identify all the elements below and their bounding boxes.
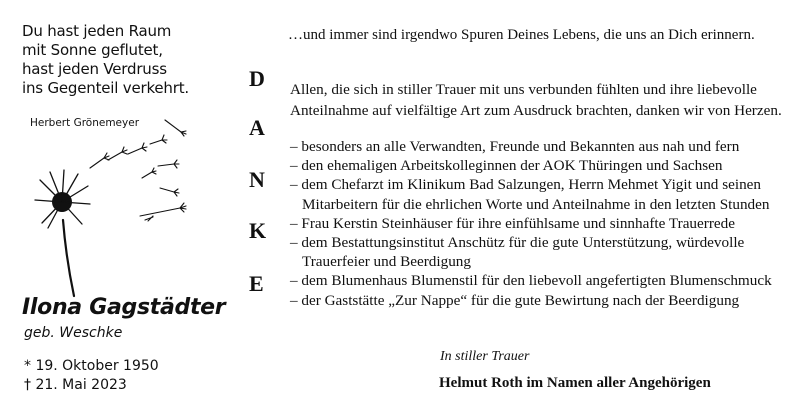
- list-item: Mitarbeitern für die ehrlichen Worte und Anteilnahme in den letzten Stunden: [302, 195, 770, 213]
- poem-line: Du hast jeden Raum: [22, 22, 172, 40]
- poem-author: Herbert Grönemeyer: [30, 117, 140, 129]
- poem-line: mit Sonne geflutet,: [22, 41, 163, 59]
- poem: [22, 22, 189, 98]
- thanks-paragraph: [290, 80, 782, 121]
- danke-letter: N: [249, 167, 265, 192]
- intro-line: …und immer sind irgendwo Spuren Deines Lebens, die uns an Dich erinnern.: [288, 27, 755, 43]
- poem-line: ins Gegenteil verkehrt.: [22, 79, 189, 97]
- list-item: – dem Bestattungsinstitut Anschütz für die gute Unterstützung, würdevolle: [290, 234, 745, 252]
- list-item: – dem Chefarzt im Klinikum Bad Salzungen, Herrn Mehmet Yigit und seinen: [290, 176, 761, 194]
- list-item: – den ehemaligen Arbeitskolleginnen der AOK Thüringen und Sachsen: [290, 157, 723, 175]
- birth-date: * 19. Oktober 1950: [24, 358, 159, 374]
- poem-line: hast jeden Verdruss: [22, 60, 167, 78]
- paragraph-line: Allen, die sich in stiller Trauer mit uns verbunden fühlten und ihre liebevolle: [290, 81, 757, 98]
- danke-letter: D: [249, 66, 265, 91]
- mourning-label: In stiller Trauer: [440, 349, 530, 364]
- list-item: – besonders an alle Verwandten, Freunde und Bekannten aus nah und fern: [290, 138, 740, 155]
- list-item: Trauerfeier und Beerdigung: [302, 253, 471, 271]
- paragraph-line: Anteilnahme auf vielfältige Art zum Ausdruck brachten, danken wir von Herzen.: [290, 101, 782, 119]
- list-item: – der Gaststätte „Zur Nappe“ für die gute Bewirtung nach der Beerdigung: [290, 291, 740, 309]
- list-item: – dem Blumenhaus Blumenstil für den liebevoll angefertigten Blumenschmuck: [290, 272, 772, 290]
- danke-letter: K: [249, 218, 267, 243]
- maiden-name: geb. Weschke: [24, 325, 123, 341]
- death-date: † 21. Mai 2023: [24, 377, 127, 393]
- danke-letter: A: [249, 115, 265, 140]
- danke-letter: E: [249, 271, 264, 296]
- thanks-list: [290, 137, 772, 310]
- signature: Helmut Roth im Namen aller Angehörigen: [439, 375, 711, 391]
- list-item: – Frau Kerstin Steinhäuser für ihre einfühlsame und sinnhafte Trauerrede: [290, 214, 735, 232]
- dandelion-icon: [30, 108, 205, 298]
- deceased-name: Ilona Gagstädter: [22, 295, 226, 320]
